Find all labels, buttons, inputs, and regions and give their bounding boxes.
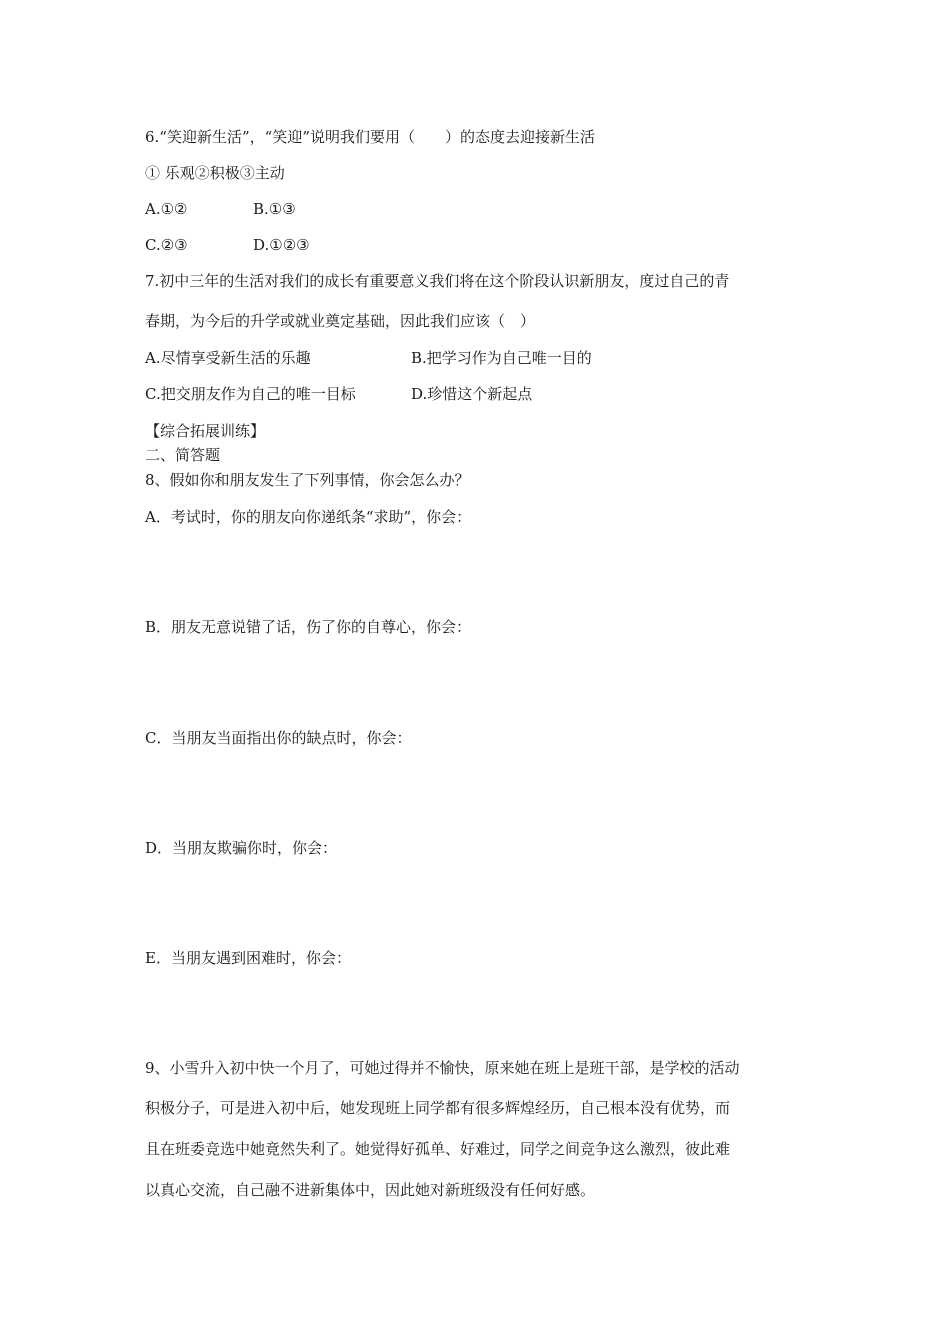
q7-option-d: D.珍惜这个新起点 <box>411 385 533 403</box>
q9-line-2: 积极分子，可是进入初中后，她发现班上同学都有很多辉煌经历，自己根本没有优势，而 <box>145 1099 731 1117</box>
section-title: 【综合拓展训练】 <box>145 422 266 440</box>
q8-item-e: E．当朋友遇到困难时，你会： <box>145 949 351 967</box>
q7-stem-line-1: 7.初中三年的生活对我们的成长有重要意义我们将在这个阶段认识新朋友，度过自己的青 <box>145 272 730 290</box>
q8-item-c: C．当朋友当面指出你的缺点时，你会： <box>145 729 412 747</box>
q6-option-a: A.①② <box>145 200 188 218</box>
q9-line-3: 且在班委竞选中她竟然失利了。她觉得好孤单、好难过，同学之间竞争这么激烈，彼此难 <box>145 1140 731 1158</box>
q7-option-c: C.把交朋友作为自己的唯一目标 <box>145 385 356 403</box>
q8-stem: 8、假如你和朋友发生了下列事情，你会怎么办？ <box>145 471 470 489</box>
section-subtitle: 二、简答题 <box>145 446 221 464</box>
q8-item-d: D．当朋友欺骗你时，你会： <box>145 839 338 857</box>
q9-line-4: 以真心交流，自己融不进新集体中，因此她对新班级没有任何好感。 <box>145 1181 596 1199</box>
q9-line-1: 9、小雪升入初中快一个月了，可她过得并不愉快，原来她在班上是班干部，是学校的活动 <box>145 1059 740 1077</box>
q8-item-b: B．朋友无意说错了话，伤了你的自尊心，你会： <box>145 618 472 636</box>
q6-option-d: D.①②③ <box>253 236 310 254</box>
q7-stem-line-2: 春期，为今后的升学或就业奠定基础，因此我们应该（ ） <box>145 312 536 330</box>
q6-stem: 6.“笑迎新生活”，“笑迎”说明我们要用（ ）的态度去迎接新生活 <box>145 128 595 146</box>
q7-option-a: A.尽情享受新生活的乐趣 <box>145 349 311 367</box>
q8-item-a: A．考试时，你的朋友向你递纸条“求助”，你会： <box>145 508 472 526</box>
q7-option-b: B.把学习作为自己唯一目的 <box>411 349 592 367</box>
q6-option-c: C.②③ <box>145 236 188 254</box>
q6-items: ① 乐观②积极③主动 <box>145 164 285 182</box>
q6-option-b: B.①③ <box>253 200 296 218</box>
